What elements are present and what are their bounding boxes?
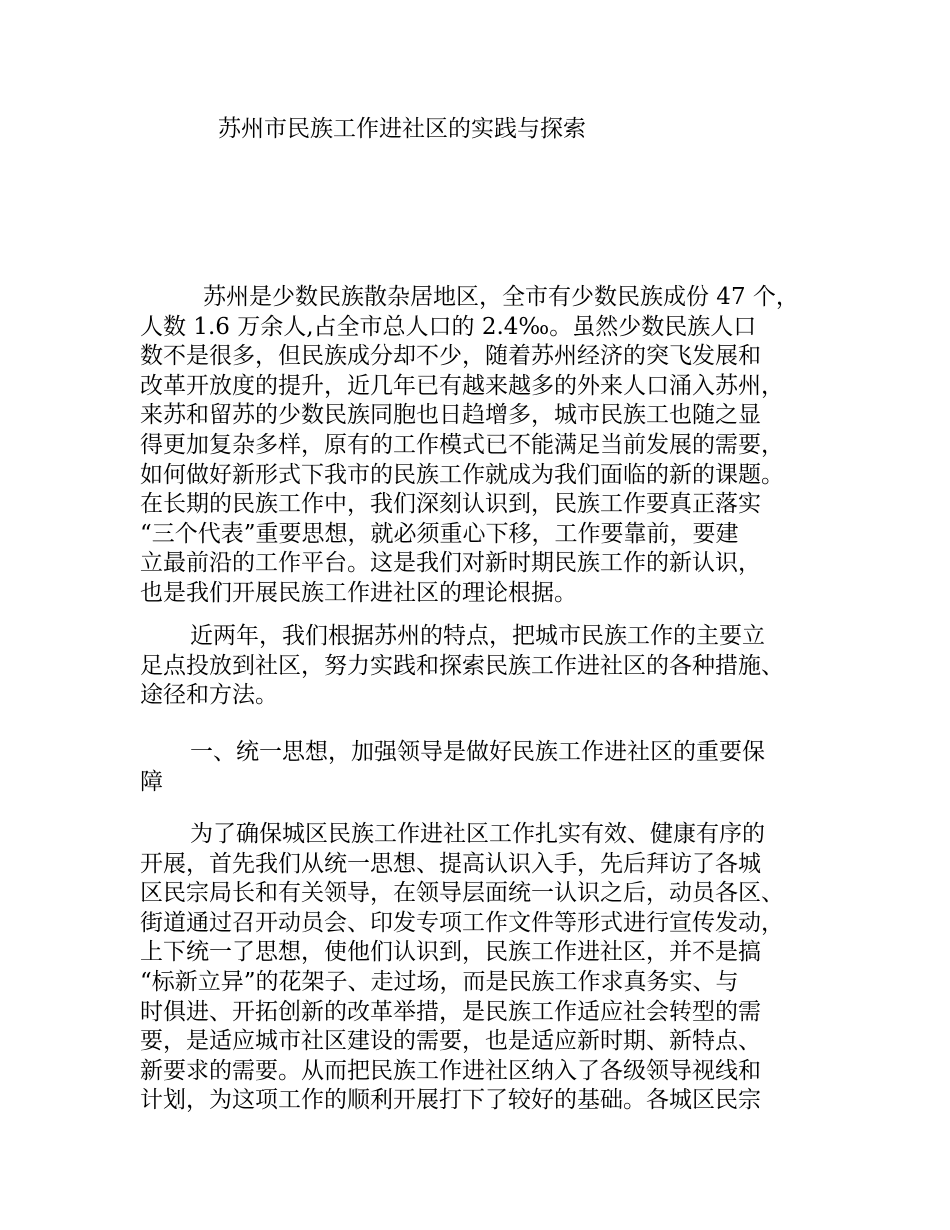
text-line: 得更加复杂多样，原有的工作模式已不能满足当前发展的需要， xyxy=(140,431,784,458)
text-line: 苏州是少数民族散杂居地区，全市有少数民族成份 47 个， xyxy=(203,284,799,310)
text-line: 计划，为这项工作的顺利开展打下了较好的基础。各城区民宗 xyxy=(140,1087,761,1114)
text-line: 时俱进、开拓创新的改革举措，是民族工作适应社会转型的需 xyxy=(140,998,761,1025)
text-line: 足点投放到社区，努力实践和探索民族工作进社区的各种措施、 xyxy=(140,652,784,679)
text-line: 在长期的民族工作中，我们深刻认识到，民族工作要真正落实 xyxy=(140,491,761,518)
text-line: 如何做好新形式下我市的民族工作就成为我们面临的新的课题。 xyxy=(140,461,784,488)
paragraph-leadership xyxy=(140,820,830,1116)
paragraph-intro xyxy=(140,283,830,609)
text-line: 开展，首先我们从统一思想、提高认识入手，先后拜访了各城 xyxy=(140,850,761,877)
text-line: 数不是很多，但民族成分却不少，随着苏州经济的突飞发展和 xyxy=(140,343,761,370)
text-line: 要，是适应城市社区建设的需要，也是适应新时期、新特点、 xyxy=(140,1028,761,1055)
text-line: 为了确保城区民族工作进社区工作扎实有效、健康有序的 xyxy=(190,821,765,847)
text-line: 人数 1.6 万余人,占全市总人口的 2.4‰。虽然少数民族人口 xyxy=(140,313,757,340)
text-line: 近两年，我们根据苏州的特点，把城市民族工作的主要立 xyxy=(190,623,765,649)
text-line: 街道通过召开动员会、印发专项工作文件等形式进行宣传发动， xyxy=(140,909,784,936)
text-line: 来苏和留苏的少数民族同胞也日趋增多，城市民族工也随之显 xyxy=(140,402,761,429)
text-line: 区民宗局长和有关领导，在领导层面统一认识之后，动员各区、 xyxy=(140,880,784,907)
text-line: 立最前沿的工作平台。这是我们对新时期民族工作的新认识， xyxy=(140,550,761,577)
text-line: 改革开放度的提升，近几年已有越来越多的外来人口涌入苏州， xyxy=(140,372,784,399)
text-line: “三个代表”重要思想，就必须重心下移，工作要靠前，要建 xyxy=(140,520,739,547)
text-line: 途径和方法。 xyxy=(140,682,278,709)
section-heading-one xyxy=(140,738,830,797)
text-line: 一、统一思想，加强领导是做好民族工作进社区的重要保 xyxy=(190,739,765,765)
text-line: 也是我们开展民族工作进社区的理论根据。 xyxy=(140,579,577,606)
text-line: 障 xyxy=(140,768,163,795)
document-title: 苏州市民族工作进社区的实践与探索 xyxy=(218,116,586,142)
text-line: 上下统一了思想，使他们认识到，民族工作进社区，并不是搞 xyxy=(140,939,761,966)
text-line: “标新立异”的花架子、走过场，而是民族工作求真务实、与 xyxy=(140,968,739,995)
paragraph-approach xyxy=(140,622,830,711)
text-line: 新要求的需要。从而把民族工作进社区纳入了各级领导视线和 xyxy=(140,1057,761,1084)
